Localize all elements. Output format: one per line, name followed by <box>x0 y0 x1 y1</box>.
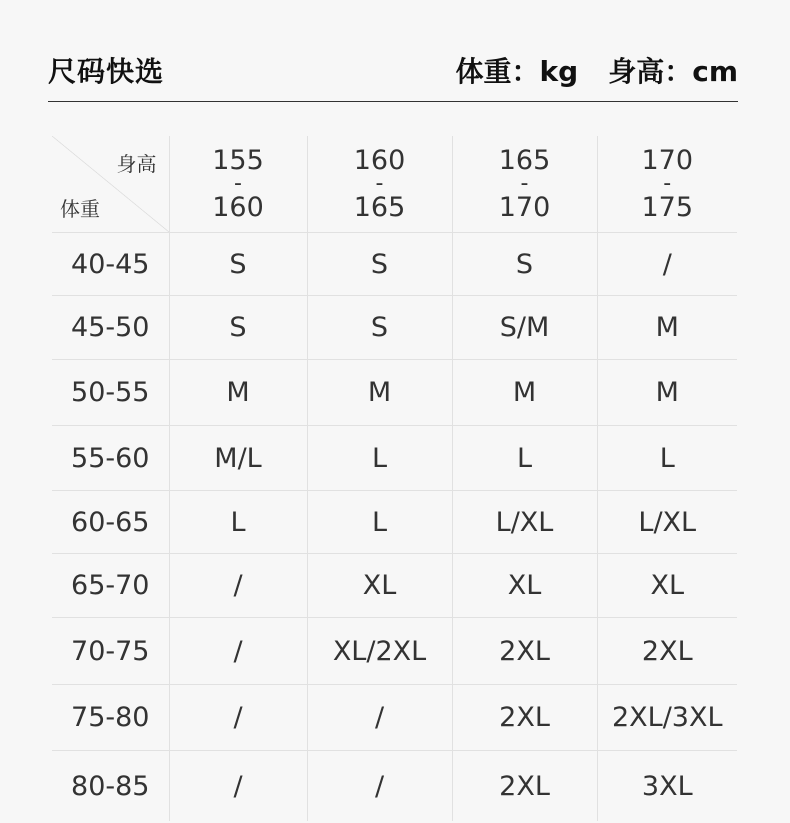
table-row <box>52 426 737 491</box>
table-header-row <box>52 136 737 233</box>
height-range-dash: - <box>375 171 384 197</box>
table-row <box>52 554 737 618</box>
height-range-dash: - <box>520 171 529 197</box>
height-from: 170 <box>641 145 694 177</box>
size-cell: 2XL <box>452 751 597 822</box>
weight-range-cell: 80-85 <box>52 751 169 822</box>
size-cell: 2XL <box>597 618 737 685</box>
size-cell: / <box>169 685 307 751</box>
table-row <box>52 491 737 554</box>
size-cell: L <box>307 491 452 554</box>
weight-range-cell: 45-50 <box>52 296 169 360</box>
size-cell: M <box>597 360 737 426</box>
weight-range-cell: 55-60 <box>52 426 169 491</box>
size-cell: S <box>169 233 307 296</box>
size-cell: M/L <box>169 426 307 491</box>
size-cell: M <box>597 296 737 360</box>
size-guide-header <box>48 46 738 90</box>
size-cell: XL/2XL <box>307 618 452 685</box>
weight-range-cell: 65-70 <box>52 554 169 618</box>
weight-range-cell: 75-80 <box>52 685 169 751</box>
size-cell: XL <box>452 554 597 618</box>
unit-legend <box>456 50 738 90</box>
size-cell: L/XL <box>597 491 737 554</box>
size-cell: / <box>169 751 307 822</box>
size-cell: S/M <box>452 296 597 360</box>
size-cell: L <box>307 426 452 491</box>
height-column-header <box>169 136 307 233</box>
size-cell: L/XL <box>452 491 597 554</box>
weight-range-cell: 70-75 <box>52 618 169 685</box>
height-to: 170 <box>498 191 551 223</box>
height-unit-label: 身高：cm <box>608 55 738 88</box>
table-row <box>52 685 737 751</box>
size-cell: L <box>597 426 737 491</box>
corner-cell <box>52 136 169 233</box>
size-cell: / <box>597 233 737 296</box>
size-cell: L <box>452 426 597 491</box>
size-cell: / <box>307 751 452 822</box>
height-from: 160 <box>353 145 406 177</box>
height-range-dash: - <box>663 171 672 197</box>
height-column-header <box>452 136 597 233</box>
size-cell: S <box>452 233 597 296</box>
size-cell: 2XL <box>452 618 597 685</box>
weight-range-cell: 40-45 <box>52 233 169 296</box>
size-cell: XL <box>307 554 452 618</box>
weight-range-cell: 60-65 <box>52 491 169 554</box>
size-cell: M <box>307 360 452 426</box>
weight-range-cell: 50-55 <box>52 360 169 426</box>
size-cell: S <box>169 296 307 360</box>
size-cell: / <box>169 554 307 618</box>
size-cell: M <box>169 360 307 426</box>
size-cell: 3XL <box>597 751 737 822</box>
size-cell: M <box>452 360 597 426</box>
height-to: 175 <box>641 191 694 223</box>
size-cell: 2XL <box>452 685 597 751</box>
height-range-dash: - <box>234 171 242 197</box>
header-divider <box>48 101 738 102</box>
table-row <box>52 296 737 360</box>
table-row <box>52 360 737 426</box>
height-to: 165 <box>353 191 406 223</box>
table-row <box>52 618 737 685</box>
table-row <box>52 751 737 822</box>
height-column-header <box>597 136 737 233</box>
corner-height-label: 身高 <box>116 152 157 176</box>
size-chart-table <box>52 136 737 821</box>
size-cell: XL <box>597 554 737 618</box>
height-from: 155 <box>212 145 264 177</box>
corner-weight-label: 体重 <box>60 197 100 221</box>
weight-unit-label: 体重：kg <box>455 55 579 88</box>
height-from: 165 <box>498 145 551 177</box>
size-cell: 2XL/3XL <box>597 685 737 751</box>
size-cell: L <box>169 491 307 554</box>
height-column-header <box>307 136 452 233</box>
size-cell: / <box>169 618 307 685</box>
height-to: 160 <box>212 191 264 223</box>
size-cell: S <box>307 233 452 296</box>
size-cell: S <box>307 296 452 360</box>
page-title: 尺码快选 <box>48 55 165 88</box>
size-cell: / <box>307 685 452 751</box>
table-row <box>52 233 737 296</box>
